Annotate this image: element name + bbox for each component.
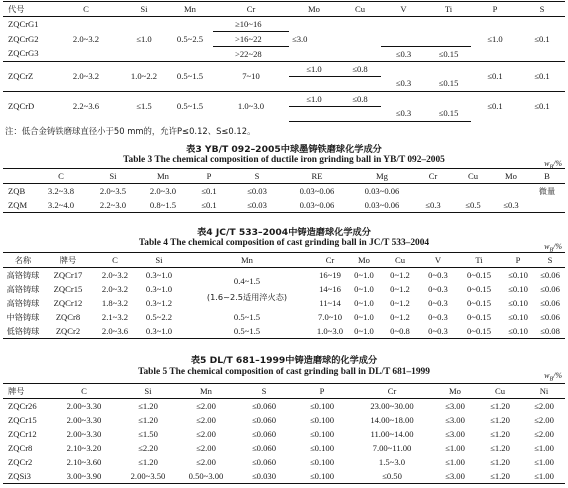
cell: 2.00~3.30 xyxy=(66,414,102,425)
cell xyxy=(453,184,493,199)
table-row xyxy=(3,62,565,77)
cell: ≤2.00 xyxy=(534,428,554,439)
table-row xyxy=(3,198,565,213)
cell: ≤1.20 xyxy=(490,414,510,425)
col-header: C xyxy=(51,2,121,17)
col-header: Mo xyxy=(433,384,477,399)
grade-code: ZQCr26 xyxy=(8,400,37,411)
grade-code: ZQCrG2 xyxy=(8,33,39,44)
cell xyxy=(289,107,339,122)
cell: 2.10~3.60 xyxy=(66,456,102,467)
cell: ≤0.03 xyxy=(231,198,283,213)
col-header: 代号 xyxy=(3,2,51,17)
cell xyxy=(381,62,426,77)
grade-code: ZQCrZ xyxy=(3,62,51,92)
cell: ≤2.20 xyxy=(138,442,158,453)
col-header: Cr xyxy=(213,2,289,17)
cell xyxy=(339,107,381,122)
cell: ≤0.100 xyxy=(309,456,335,467)
col-header: Mn xyxy=(181,253,313,268)
col-header: Mn xyxy=(167,2,213,17)
cell xyxy=(426,62,471,77)
grade-name: 低铬铸球 xyxy=(3,324,43,339)
col-header: S xyxy=(519,2,565,17)
unit-label: $w_B/\%$ xyxy=(544,242,562,254)
table-row xyxy=(3,455,565,469)
cell: 0.5~1.5 xyxy=(233,311,261,322)
col-header: Cu xyxy=(477,384,523,399)
table-2 xyxy=(3,1,565,122)
cell: ≤2.00 xyxy=(534,400,554,411)
cell: ≤0.060 xyxy=(251,414,277,425)
cell: 2.2~3.6 xyxy=(51,92,121,122)
cell: 0.5~2.2 xyxy=(145,311,173,322)
cell: 2.0~3.2 xyxy=(101,283,129,294)
cell: ≤1.00 xyxy=(445,456,465,467)
table-row xyxy=(3,17,565,32)
cell: 23.00~30.00 xyxy=(370,400,414,411)
col-header: Mn xyxy=(139,169,187,184)
cell: ≤0.06 xyxy=(540,269,560,280)
cell: 0~0.8 xyxy=(381,324,419,339)
table-5-title-en: Table 5 The chemical composition of cast grinding ball in DL/T 681–1999 xyxy=(138,367,430,377)
cell xyxy=(413,184,453,199)
cell: 7~10 xyxy=(213,62,289,92)
cell: 0~0.15 xyxy=(467,283,491,294)
cell: 0.5~1.5 xyxy=(167,92,213,122)
cell: ≤0.03 xyxy=(247,185,267,196)
cell: ≤0.10 xyxy=(508,269,528,280)
cell: ≤0.100 xyxy=(309,414,335,425)
cell: 3.2~3.8 xyxy=(47,185,75,196)
grade-code: ZQCr2 xyxy=(8,456,33,467)
grade-code: ZQCr15 xyxy=(53,283,83,294)
cell: ≤1.00 xyxy=(445,442,465,453)
cell: ≤1.0 xyxy=(289,92,339,107)
cell: 2.00~3.30 xyxy=(66,400,102,411)
cell: ≤0.1 xyxy=(471,62,519,92)
cell: ≤0.06 xyxy=(540,311,560,322)
col-header: Si xyxy=(137,253,181,268)
table-row xyxy=(3,399,565,414)
cell: ≤0.1 xyxy=(534,33,550,44)
col-header: Mg xyxy=(351,169,413,184)
cell: ≤0.15 xyxy=(426,47,471,62)
cell: ≤0.10 xyxy=(501,324,535,339)
table-row xyxy=(3,413,565,427)
cell: ≤0.06 xyxy=(540,297,560,308)
cell xyxy=(381,92,426,107)
table-4-header xyxy=(3,253,565,268)
cell: 0~0.3 xyxy=(428,297,448,308)
col-header: P xyxy=(187,169,231,184)
cell: 0.5~2.5 xyxy=(176,33,204,44)
cell: 0~1.0 xyxy=(354,311,374,322)
col-header: S xyxy=(235,384,293,399)
cell: ≤1.20 xyxy=(490,428,510,439)
cell: 2.0~3.0 xyxy=(149,185,177,196)
cell: 0.3~1.2 xyxy=(145,297,173,308)
cell: 0~0.15 xyxy=(467,311,491,322)
col-header: P xyxy=(293,384,351,399)
cell: 0~1.2 xyxy=(390,283,410,294)
cell: 0~1.2 xyxy=(390,311,410,322)
grade-name: 高铬铸球 xyxy=(6,269,40,280)
table-5-header xyxy=(3,384,565,399)
cell: ≤3.00 xyxy=(445,414,465,425)
cell: 2.0~3.5 xyxy=(99,185,127,196)
table-row xyxy=(3,469,565,484)
col-header: Mn xyxy=(177,384,235,399)
cell: ≤1.00 xyxy=(534,456,554,467)
cell: ≤1.20 xyxy=(490,442,510,453)
table-3-title-en: Table 3 The chemical composition of ductile iron grinding ball in YB/T 092–2005 xyxy=(123,155,445,165)
cell: ≤0.10 xyxy=(508,297,528,308)
col-header xyxy=(3,169,35,184)
col-header: C xyxy=(49,384,119,399)
cell xyxy=(339,17,381,32)
unit-symbol: w xyxy=(544,242,550,251)
cell: ≤0.15 xyxy=(426,107,471,122)
cell: 0~0.15 xyxy=(467,297,491,308)
unit-symbol: w xyxy=(544,371,550,380)
col-header: Cu xyxy=(381,253,419,268)
col-header: B xyxy=(529,169,565,184)
cell: 0.3~1.0 xyxy=(145,283,173,294)
cell: ≤0.1 xyxy=(519,92,565,122)
cell: ≤0.08 xyxy=(535,324,565,339)
cell: 0.3~1.0 xyxy=(145,269,173,280)
grade-code: ZQCr2 xyxy=(43,324,93,339)
table-4-title-cn: 表4 JC/T 533–2004中铸造磨球化学成分 xyxy=(197,227,371,238)
grade-name: 高铬铸球 xyxy=(6,283,40,294)
grade-name: 中铬铸球 xyxy=(6,311,40,322)
cell: ≤0.060 xyxy=(251,428,277,439)
col-header: 名称 xyxy=(3,253,43,268)
cell: 0.5~1.5 xyxy=(181,324,313,339)
cell: ≤1.0 xyxy=(487,33,503,44)
col-header: 牌号 xyxy=(43,253,93,268)
grade-code: ZQCr17 xyxy=(53,269,83,280)
col-header: Ti xyxy=(426,2,471,17)
table-row xyxy=(3,324,565,339)
cell: ≤2.00 xyxy=(534,414,554,425)
col-header: Cu xyxy=(453,169,493,184)
cell: ≤0.100 xyxy=(309,442,335,453)
table-row xyxy=(3,310,565,324)
cell: ≤1.50 xyxy=(138,428,158,439)
table-4 xyxy=(3,252,565,339)
table-3-header xyxy=(3,169,565,184)
cell xyxy=(381,17,426,32)
cell: ≤1.0 xyxy=(136,33,152,44)
col-header: Cu xyxy=(339,2,381,17)
grade-code: ZQCrG1 xyxy=(8,18,39,29)
cell: ≤3.0 xyxy=(292,33,308,44)
cell: 微量 xyxy=(538,185,556,196)
col-header: Cr xyxy=(351,384,433,399)
cell: 0~0.3 xyxy=(419,324,457,339)
cell: 0.03~0.06 xyxy=(283,198,351,213)
cell: ≤0.1 xyxy=(201,185,217,196)
cell: ≤3.00 xyxy=(433,469,477,484)
cell: >22~28 xyxy=(235,48,262,59)
col-header: Si xyxy=(87,169,139,184)
cell: ≤1.00 xyxy=(523,469,565,484)
table-2-note: 注：低合金铸铁磨球直径小于50 mm的，允许P≤0.12、S≤0.12。 xyxy=(5,126,256,136)
cell: 1.0~3.0 xyxy=(213,92,289,122)
cell: 3.2~4.0 xyxy=(35,198,87,213)
cell xyxy=(339,77,381,92)
cell: 0.03~0.06 xyxy=(351,198,413,213)
cell: 0~1.0 xyxy=(354,283,374,294)
cell: ≤0.1 xyxy=(471,92,519,122)
cell: 2.0~3.2 xyxy=(72,33,100,44)
cell: 3.00~3.90 xyxy=(49,469,119,484)
col-header: Cr xyxy=(313,253,347,268)
grade-code: ZQB xyxy=(8,185,26,196)
table-5-title-cn: 表5 DL/T 681–1999中铸造磨球的化学成分 xyxy=(190,355,378,366)
cell: 11~14 xyxy=(319,297,341,308)
unit-symbol: w xyxy=(544,159,550,168)
grade-code: ZQCr8 xyxy=(8,442,33,453)
cell: ≤0.060 xyxy=(251,442,277,453)
cell: 2.2~3.0 xyxy=(87,198,139,213)
mn-quench-note: (1.6~2.5适用淬火态) xyxy=(206,291,288,302)
cell: ≤0.100 xyxy=(309,400,335,411)
cell: ≤0.3 xyxy=(395,78,412,89)
cell xyxy=(381,32,426,47)
col-header: 牌号 xyxy=(3,384,49,399)
grade-code: ZQCrD xyxy=(3,92,51,122)
cell: 0.3~1.0 xyxy=(137,324,181,339)
cell: ≤0.5 xyxy=(453,198,493,213)
cell xyxy=(493,184,529,199)
table-4-title-en: Table 4 The chemical composition of cast grinding ball in JC/T 533–2004 xyxy=(138,238,430,248)
cell: 2.10~3.20 xyxy=(66,442,102,453)
cell: ≤0.10 xyxy=(508,283,528,294)
col-header: RE xyxy=(283,169,351,184)
col-header: C xyxy=(35,169,87,184)
cell: ≤0.1 xyxy=(187,198,231,213)
cell: 1.5~3.0 xyxy=(378,456,406,467)
col-header: Ti xyxy=(457,253,501,268)
grade-code: ZQM xyxy=(3,198,35,213)
cell: ≤0.10 xyxy=(508,311,528,322)
col-header: V xyxy=(381,2,426,17)
cell: 0.5~1.5 xyxy=(167,62,213,92)
cell xyxy=(339,47,381,62)
cell: 0~0.3 xyxy=(428,283,448,294)
cell: ≤1.20 xyxy=(477,469,523,484)
cell: 1.0~3.0 xyxy=(313,324,347,339)
cell xyxy=(529,198,565,213)
cell: 2.0~3.6 xyxy=(93,324,137,339)
cell: 0~0.15 xyxy=(467,269,491,280)
col-header: Si xyxy=(119,384,177,399)
cell: 0.03~0.06 xyxy=(364,185,400,196)
cell: 2.1~3.2 xyxy=(101,311,129,322)
col-header: Ni xyxy=(523,384,565,399)
cell: ≤1.00 xyxy=(534,442,554,453)
cell: 2.0~3.2 xyxy=(101,269,129,280)
cell: 7.0~10 xyxy=(318,311,342,322)
cell: ≤3.00 xyxy=(445,428,465,439)
cell: ≤2.00 xyxy=(196,414,216,425)
cell: ≤0.100 xyxy=(293,469,351,484)
cell: 0~1.0 xyxy=(354,269,374,280)
col-header: Cr xyxy=(413,169,453,184)
grade-code: ZQSi3 xyxy=(3,469,49,484)
cell: ≤0.3 xyxy=(413,198,453,213)
cell: 0~1.2 xyxy=(390,297,410,308)
cell: 16~19 xyxy=(319,269,341,280)
mn-high-range: 0.4~1.5 xyxy=(233,276,261,287)
table-row xyxy=(3,427,565,441)
col-header: S xyxy=(535,253,565,268)
cell: ≤0.3 xyxy=(381,47,426,62)
col-header: P xyxy=(471,2,519,17)
grade-code: ZQCr15 xyxy=(8,414,37,425)
cell: 0.50~3.00 xyxy=(177,469,235,484)
cell: ≤0.030 xyxy=(235,469,293,484)
cell: ≤0.15 xyxy=(438,78,459,89)
col-header: Mo xyxy=(493,169,529,184)
grade-code: ZQCr12 xyxy=(8,428,37,439)
table-row xyxy=(3,441,565,455)
cell: 0~1.0 xyxy=(354,297,374,308)
grade-name: 高铬铸球 xyxy=(6,297,40,308)
cell: ≤1.5 xyxy=(121,92,167,122)
cell: ≤0.06 xyxy=(540,283,560,294)
cell: 7.00~11.00 xyxy=(372,442,412,453)
cell xyxy=(426,17,471,32)
cell: >16~22 xyxy=(213,32,289,47)
cell: ≤0.100 xyxy=(309,428,335,439)
col-header: C xyxy=(93,253,137,268)
cell: ≤2.00 xyxy=(196,400,216,411)
table-row xyxy=(3,268,565,283)
unit-label: $w_B/\%$ xyxy=(544,371,562,383)
grade-code: ZQCr8 xyxy=(55,311,81,322)
col-header: Mo xyxy=(347,253,381,268)
table-3 xyxy=(3,168,565,213)
cell: ≤1.20 xyxy=(490,400,510,411)
grade-code: ZQCr12 xyxy=(53,297,83,308)
cell: ≤0.3 xyxy=(493,198,529,213)
cell: 0~1.0 xyxy=(347,324,381,339)
cell xyxy=(289,77,339,92)
cell: 0~0.3 xyxy=(428,269,448,280)
cell xyxy=(339,32,381,47)
cell: ≤0.8 xyxy=(339,62,381,77)
cell xyxy=(426,92,471,107)
grade-code: ZQCrG3 xyxy=(8,48,39,59)
cell: 1.0~2.2 xyxy=(121,62,167,92)
cell: 0.8~1.5 xyxy=(139,198,187,213)
cell: 2.00~3.30 xyxy=(66,428,102,439)
cell: 0.03~0.06 xyxy=(299,185,335,196)
cell: ≤1.20 xyxy=(490,456,510,467)
cell: ≤3.00 xyxy=(445,400,465,411)
cell: ≤0.8 xyxy=(339,92,381,107)
cell: ≤0.060 xyxy=(251,456,277,467)
cell: ≤1.20 xyxy=(138,414,158,425)
cell: 1.8~3.2 xyxy=(101,297,129,308)
cell: ≥10~16 xyxy=(213,17,289,32)
table-5 xyxy=(3,383,565,484)
cell: 14.00~18.00 xyxy=(370,414,414,425)
col-header: Si xyxy=(121,2,167,17)
cell: 14~16 xyxy=(319,283,341,294)
table-3-title-cn: 表3 YB/T 092–2005中球墨铸铁磨球化学成分 xyxy=(186,144,382,155)
cell: 0~0.3 xyxy=(428,311,448,322)
cell: 11.00~14.00 xyxy=(370,428,414,439)
cell: ≤0.060 xyxy=(251,400,277,411)
cell: ≤2.00 xyxy=(196,456,216,467)
cell: ≤1.20 xyxy=(138,456,158,467)
col-header: S xyxy=(231,169,283,184)
cell xyxy=(426,32,471,47)
cell: ≤1.0 xyxy=(289,62,339,77)
table-row xyxy=(3,92,565,107)
cell xyxy=(181,268,313,311)
table-row xyxy=(3,184,565,199)
cell: ≤1.20 xyxy=(138,400,158,411)
col-header: P xyxy=(501,253,535,268)
cell: 0~0.15 xyxy=(457,324,501,339)
cell: ≤2.00 xyxy=(196,442,216,453)
cell: ≤0.3 xyxy=(381,107,426,122)
cell: ≤2.00 xyxy=(196,428,216,439)
cell: 2.00~3.50 xyxy=(119,469,177,484)
cell: ≤0.1 xyxy=(519,62,565,92)
unit-label: $w_B/\%$ xyxy=(544,159,562,171)
cell: ≤0.50 xyxy=(351,469,433,484)
col-header: V xyxy=(419,253,457,268)
table-2-header xyxy=(3,2,565,17)
cell: 0~1.2 xyxy=(390,269,410,280)
col-header: Mo xyxy=(289,2,339,17)
cell: 2.0~3.2 xyxy=(51,62,121,92)
